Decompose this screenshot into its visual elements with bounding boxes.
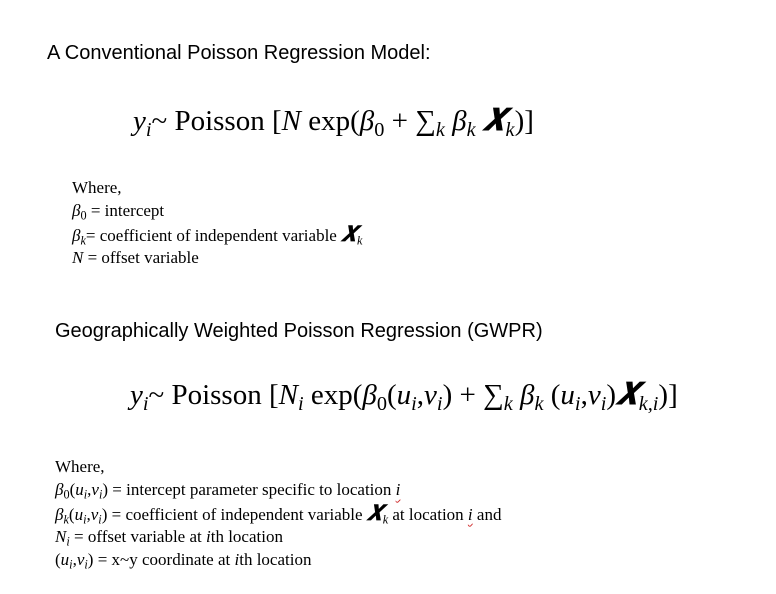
def-offset-text: = offset variable	[83, 247, 199, 267]
formula-beta0: β	[359, 105, 375, 137]
gwpr-def3-text2: th location	[210, 526, 283, 546]
gwpr-formula-paren: (	[386, 379, 397, 411]
gwpr-definition-coefficient: $\beta_k(u_i,v_i)$ = coefficient of independent variable 𝑿$_k$ at location i and	[55, 500, 502, 527]
def-betak-sub: k	[80, 233, 86, 248]
gwpr-def-betak-sub: k	[63, 512, 69, 527]
gwpr-def4-v: v	[76, 550, 85, 570]
formula-tilde-poisson: ~ Poisson [	[151, 105, 282, 137]
gwpr-formula-beta0: β	[362, 379, 377, 411]
gwpr-def1-u: u	[75, 480, 84, 500]
def-coefficient-text: = coefficient of independent variable	[85, 225, 342, 245]
gwpr-def2-u: u	[74, 504, 84, 524]
gwpr-formula-u: u	[396, 379, 412, 411]
gwpr-def1-v: v	[91, 480, 99, 500]
gwpr-formula-comma2: ,	[580, 379, 588, 411]
gwpr-formula-sum-sub: k	[503, 393, 513, 416]
gwpr-formula-paren2: (	[550, 379, 561, 411]
gwpr-formula-v: v	[424, 379, 437, 411]
formula-y: y	[133, 105, 146, 137]
gwpr-def4-idx: i	[234, 550, 240, 570]
gwpr-formula-x: 𝑿	[616, 378, 639, 411]
gwpr-definition-coordinate: $(u_i,v_i)$ = x~y coordinate at ith location	[55, 550, 312, 572]
gwpr-formula-y-sub: i	[142, 393, 149, 416]
gwpr-formula-betak: β	[520, 379, 535, 411]
gwpr-def2-v: v	[90, 504, 99, 524]
gwpr-def3-idx: i	[206, 526, 211, 546]
formula-exp: exp(	[300, 105, 360, 137]
def-x: 𝑿	[341, 221, 357, 246]
where-label: Where,	[72, 178, 122, 197]
def-intercept-text: = intercept	[86, 201, 165, 221]
gwpr-formula-paren2-close: )	[606, 379, 616, 411]
gwpr-def-beta0: β	[55, 480, 64, 500]
gwpr-def4-text2: th location	[239, 550, 312, 570]
gwpr-formula-beta0-sub: 0	[376, 393, 387, 416]
gwpr-def4-v-sub: i	[84, 557, 88, 572]
gwpr-formula-offset-sub: i	[297, 393, 304, 416]
gwpr-definition-offset	[55, 525, 501, 548]
gwpr-formula-exp: exp(	[303, 379, 363, 411]
gwpr-def4-u: u	[60, 550, 70, 570]
gwpr-formula-x-sub: k,i	[638, 393, 659, 416]
gwpr-formula-y: y	[130, 379, 143, 411]
definition-offset	[72, 246, 362, 269]
gwpr-def1-loc: i	[395, 480, 401, 500]
gwpr-formula-betak-sub: k	[534, 393, 544, 416]
gwpr-def2-x-sub: k	[382, 512, 389, 527]
gwpr-def2-loc: i	[467, 504, 473, 524]
gwpr-formula-comma: ,	[416, 379, 425, 411]
gwpr-formula-u-sub: i	[411, 393, 417, 416]
gwpr-def2-v-sub: i	[98, 512, 102, 527]
gwpr-def4-u-sub: i	[69, 557, 73, 572]
formula-x-sub: k	[505, 119, 515, 142]
gwpr-formula-paren-close: )	[442, 379, 453, 411]
formula-x: 𝑿	[482, 104, 506, 137]
conventional-model-definitions	[72, 176, 362, 269]
gwpr-def2-u-sub: i	[83, 512, 87, 527]
def-n: N	[72, 247, 84, 267]
formula-betak-sub: k	[466, 119, 476, 142]
formula-plus-sum: + ∑	[384, 105, 436, 137]
gwpr-formula-tilde-poisson: ~ Poisson [	[148, 379, 279, 411]
formula-y-sub: i	[145, 119, 152, 142]
def-beta0: β	[72, 201, 81, 221]
gwpr-formula-u2-sub: i	[574, 393, 581, 416]
gwpr-def-beta0-sub: 0	[63, 487, 70, 502]
gwpr-def2-text3: and	[472, 504, 502, 524]
gwpr-formula-close: )]	[658, 379, 678, 411]
gwpr-def2-x: 𝑿	[366, 500, 383, 525]
gwpr-def2-text: = coefficient of independent variable	[107, 504, 367, 524]
gwpr-def1-u-sub: i	[83, 487, 88, 502]
gwpr-def4-text: = x~y coordinate at	[93, 550, 235, 570]
formula-beta0-sub: 0	[374, 119, 385, 142]
formula-sum-sub: k	[435, 119, 445, 142]
definition-intercept	[72, 199, 362, 222]
def-betak: β	[72, 225, 81, 245]
gwpr-def-betak: β	[55, 504, 64, 524]
formula-offset: N	[281, 105, 301, 137]
def-beta0-sub: 0	[80, 208, 87, 223]
conventional-model-formula	[133, 103, 534, 142]
formula-close: )]	[514, 105, 534, 137]
gwpr-formula-v-sub: i	[436, 393, 443, 416]
gwpr-def-n: N	[55, 526, 67, 546]
gwpr-formula-v2: v	[587, 379, 601, 411]
gwpr-formula-offset: N	[278, 379, 298, 411]
definition-coefficient	[72, 223, 362, 246]
gwpr-def1-text: = intercept parameter specific to location	[108, 480, 396, 500]
gwpr-formula-plus-sum: + ∑	[452, 379, 504, 411]
def-x-sub: k	[357, 233, 363, 248]
gwpr-heading: Geographically Weighted Poisson Regression (GWPR)	[55, 320, 543, 342]
gwpr-def3-text: = offset variable at	[69, 526, 206, 546]
gwpr-definition-intercept: $\beta_0(u_i,v_i)$ = intercept parameter specific to location i	[55, 480, 401, 502]
gwpr-formula-u2: u	[560, 379, 575, 411]
gwpr-definitions	[55, 455, 501, 571]
gwpr-where-label: Where,	[55, 457, 105, 476]
conventional-model-heading: A Conventional Poisson Regression Model:	[47, 42, 431, 64]
gwpr-def-n-sub: i	[66, 534, 70, 549]
gwpr-formula-v2-sub: i	[600, 393, 607, 416]
formula-betak: β	[452, 105, 467, 137]
gwpr-def1-v-sub: i	[98, 487, 103, 502]
gwpr-formula	[130, 377, 678, 416]
gwpr-def2-text2: at location	[388, 504, 468, 524]
